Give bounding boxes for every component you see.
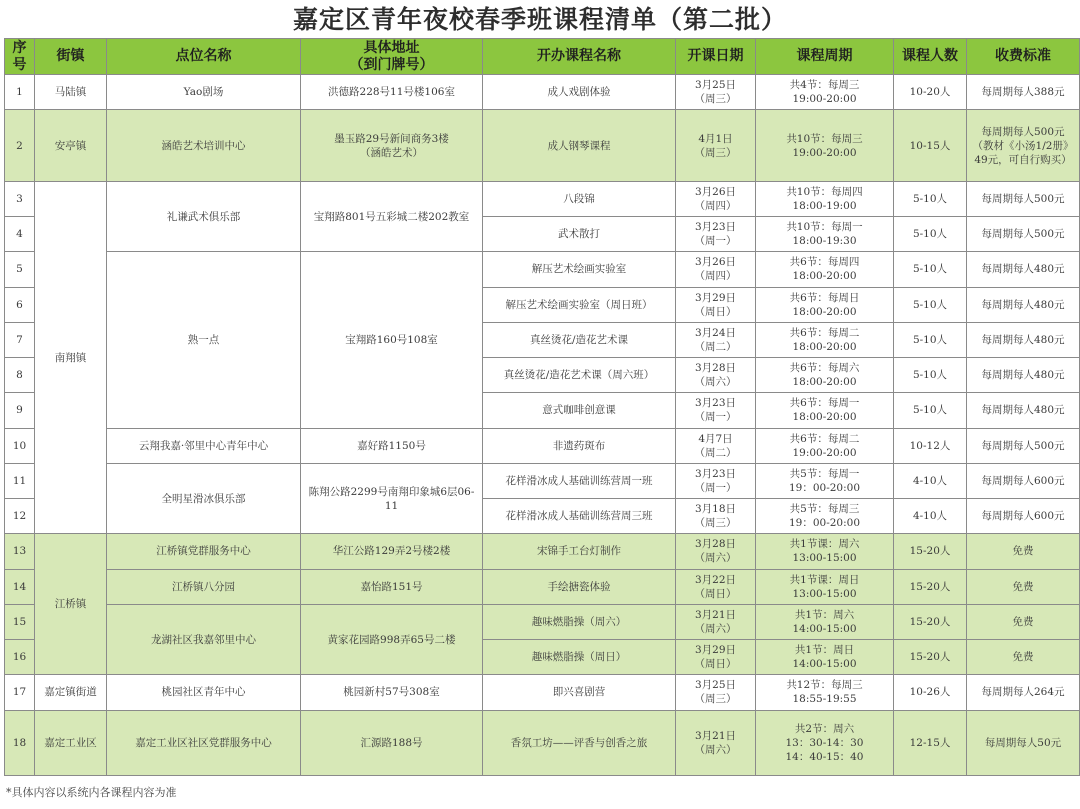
course-cell: 真丝烫花/造花艺术课	[483, 322, 676, 357]
period-cell: 共2节：周六 13：30-14：30 14：40-15：40	[756, 710, 894, 776]
venue-cell: 嘉定工业区社区党群服务中心	[107, 710, 301, 776]
row-no: 10	[5, 428, 35, 463]
period-cell: 共1节：周日 14:00-15:00	[756, 640, 894, 675]
start-date-cell: 3月25日 （周三）	[676, 675, 756, 710]
row-no: 1	[5, 75, 35, 110]
row-no: 2	[5, 110, 35, 182]
fee-cell: 每周期每人480元	[967, 252, 1080, 287]
venue-cell: 云翔我嘉·邻里中心青年中心	[107, 428, 301, 463]
header-row	[5, 39, 1080, 75]
address-cell: 宝翔路801号五彩城二楼202教室	[301, 181, 483, 252]
address-cell: 华江公路129弄2号楼2楼	[301, 534, 483, 569]
row-no: 15	[5, 604, 35, 639]
fee-cell: 每周期每人264元	[967, 675, 1080, 710]
address-cell: 陈翔公路2299号南翔印象城6层06-11	[301, 463, 483, 534]
header-no: 序 号	[5, 39, 35, 75]
start-date-cell: 3月28日 （周六）	[676, 534, 756, 569]
start-date-cell: 3月26日 （周四）	[676, 252, 756, 287]
size-cell: 4-10人	[894, 463, 967, 498]
course-cell: 成人钢琴课程	[483, 110, 676, 182]
course-cell: 意式咖啡创意课	[483, 393, 676, 428]
row-no: 18	[5, 710, 35, 776]
size-cell: 15-20人	[894, 569, 967, 604]
period-cell: 共12节：每周三 18:55-19:55	[756, 675, 894, 710]
header-town: 街镇	[35, 39, 107, 75]
header-venue: 点位名称	[107, 39, 301, 75]
size-cell: 15-20人	[894, 604, 967, 639]
fee-cell: 每周期每人480元	[967, 287, 1080, 322]
fee-cell: 免费	[967, 640, 1080, 675]
size-cell: 10-12人	[894, 428, 967, 463]
venue-cell: 礼谦武术俱乐部	[107, 181, 301, 252]
start-date-cell: 3月28日 （周六）	[676, 358, 756, 393]
start-date-cell: 3月29日 （周日）	[676, 287, 756, 322]
town-cell: 安亭镇	[35, 110, 107, 182]
table-row	[5, 110, 1080, 182]
period-cell: 共10节：每周四 18:00-19:00	[756, 181, 894, 216]
period-cell: 共6节：每周二 19:00-20:00	[756, 428, 894, 463]
period-cell: 共1节课：周六 13:00-15:00	[756, 534, 894, 569]
fee-cell: 每周期每人480元	[967, 393, 1080, 428]
course-cell: 花样滑冰成人基础训练营周三班	[483, 499, 676, 534]
size-cell: 5-10人	[894, 217, 967, 252]
header-period: 课程周期	[756, 39, 894, 75]
course-cell: 宋锦手工台灯制作	[483, 534, 676, 569]
row-no: 9	[5, 393, 35, 428]
fee-cell: 每周期每人480元	[967, 322, 1080, 357]
start-date-cell: 4月1日 （周三）	[676, 110, 756, 182]
start-date-cell: 3月25日 （周三）	[676, 75, 756, 110]
fee-cell: 每周期每人480元	[967, 358, 1080, 393]
start-date-cell: 3月21日 （周六）	[676, 604, 756, 639]
start-date-cell: 3月29日 （周日）	[676, 640, 756, 675]
table-row	[5, 75, 1080, 110]
page-title: 嘉定区青年夜校春季班课程清单（第二批）	[292, 5, 787, 34]
size-cell: 5-10人	[894, 322, 967, 357]
course-cell: 八段锦	[483, 181, 676, 216]
fee-cell: 免费	[967, 569, 1080, 604]
fee-cell: 每周期每人500元	[967, 181, 1080, 216]
venue-cell: 桃园社区青年中心	[107, 675, 301, 710]
fee-cell: 每周期每人600元	[967, 499, 1080, 534]
period-cell: 共6节：每周二 18:00-20:00	[756, 322, 894, 357]
course-cell: 解压艺术绘画实验室（周日班）	[483, 287, 676, 322]
header-course: 开办课程名称	[483, 39, 676, 75]
venue-cell: 江桥镇八分园	[107, 569, 301, 604]
row-no: 14	[5, 569, 35, 604]
start-date-cell: 3月24日 （周二）	[676, 322, 756, 357]
town-cell: 嘉定镇街道	[35, 675, 107, 710]
period-cell: 共1节课：周日 13:00-15:00	[756, 569, 894, 604]
period-cell: 共4节：每周三 19:00-20:00	[756, 75, 894, 110]
row-no: 7	[5, 322, 35, 357]
address-cell: 嘉怡路151号	[301, 569, 483, 604]
course-cell: 手绘搪瓷体验	[483, 569, 676, 604]
table-row	[5, 428, 1080, 463]
address-cell: 嘉好路1150号	[301, 428, 483, 463]
table-row	[5, 569, 1080, 604]
address-cell: 洪德路228号11号楼106室	[301, 75, 483, 110]
venue-cell: 全明星滑冰俱乐部	[107, 463, 301, 534]
period-cell: 共6节：每周一 18:00-20:00	[756, 393, 894, 428]
size-cell: 5-10人	[894, 393, 967, 428]
row-no: 17	[5, 675, 35, 710]
start-date-cell: 3月23日 （周一）	[676, 217, 756, 252]
header-address: 具体地址 （到门牌号）	[301, 39, 483, 75]
row-no: 5	[5, 252, 35, 287]
address-cell: 黄家花园路998弄65号二楼	[301, 604, 483, 675]
start-date-cell: 3月21日 （周六）	[676, 710, 756, 776]
row-no: 8	[5, 358, 35, 393]
period-cell: 共5节：每周一 19：00-20:00	[756, 463, 894, 498]
table-row	[5, 710, 1080, 776]
venue-cell: 江桥镇党群服务中心	[107, 534, 301, 569]
row-no: 3	[5, 181, 35, 216]
period-cell: 共5节：每周三 19：00-20:00	[756, 499, 894, 534]
fee-cell: 每周期每人500元	[967, 428, 1080, 463]
course-cell: 成人戏剧体验	[483, 75, 676, 110]
row-no: 13	[5, 534, 35, 569]
size-cell: 12-15人	[894, 710, 967, 776]
course-cell: 花样滑冰成人基础训练营周一班	[483, 463, 676, 498]
size-cell: 10-15人	[894, 110, 967, 182]
size-cell: 15-20人	[894, 534, 967, 569]
size-cell: 5-10人	[894, 181, 967, 216]
footnote: *具体内容以系统内各课程内容为准	[6, 786, 177, 799]
table-row	[5, 675, 1080, 710]
size-cell: 5-10人	[894, 252, 967, 287]
course-cell: 非遗药斑布	[483, 428, 676, 463]
row-no: 12	[5, 499, 35, 534]
venue-cell: Yao剧场	[107, 75, 301, 110]
size-cell: 5-10人	[894, 287, 967, 322]
table-row	[5, 534, 1080, 569]
size-cell: 4-10人	[894, 499, 967, 534]
course-cell: 真丝烫花/造花艺术课（周六班）	[483, 358, 676, 393]
venue-cell: 熟一点	[107, 252, 301, 428]
size-cell: 10-26人	[894, 675, 967, 710]
period-cell: 共10节：每周一 18:00-19:30	[756, 217, 894, 252]
row-no: 11	[5, 463, 35, 498]
start-date-cell: 3月23日 （周一）	[676, 393, 756, 428]
period-cell: 共6节：每周六 18:00-20:00	[756, 358, 894, 393]
fee-cell: 免费	[967, 534, 1080, 569]
town-cell: 马陆镇	[35, 75, 107, 110]
course-cell: 趣味燃脂操（周日）	[483, 640, 676, 675]
town-cell: 南翔镇	[35, 181, 107, 534]
table-row	[5, 604, 1080, 639]
header-start-date: 开课日期	[676, 39, 756, 75]
course-cell: 趣味燃脂操（周六）	[483, 604, 676, 639]
fee-cell: 每周期每人500元	[967, 217, 1080, 252]
start-date-cell: 3月23日 （周一）	[676, 463, 756, 498]
course-cell: 武术散打	[483, 217, 676, 252]
start-date-cell: 3月22日 （周日）	[676, 569, 756, 604]
size-cell: 10-20人	[894, 75, 967, 110]
town-cell: 江桥镇	[35, 534, 107, 675]
period-cell: 共6节：每周日 18:00-20:00	[756, 287, 894, 322]
table-row	[5, 463, 1080, 498]
table-row	[5, 181, 1080, 216]
address-cell: 墨玉路29号新间商务3楼 （涵皓艺术）	[301, 110, 483, 182]
start-date-cell: 3月18日 （周三）	[676, 499, 756, 534]
course-cell: 解压艺术绘画实验室	[483, 252, 676, 287]
period-cell: 共10节：每周三 19:00-20:00	[756, 110, 894, 182]
row-no: 4	[5, 217, 35, 252]
period-cell: 共1节：周六 14:00-15:00	[756, 604, 894, 639]
size-cell: 15-20人	[894, 640, 967, 675]
town-cell: 嘉定工业区	[35, 710, 107, 776]
start-date-cell: 3月26日 （周四）	[676, 181, 756, 216]
venue-cell: 涵皓艺术培训中心	[107, 110, 301, 182]
fee-cell: 免费	[967, 604, 1080, 639]
fee-cell: 每周期每人500元 （教材《小汤1/2册》 49元，可自行购买）	[967, 110, 1080, 182]
table-row	[5, 252, 1080, 287]
fee-cell: 每周期每人388元	[967, 75, 1080, 110]
start-date-cell: 4月7日 （周二）	[676, 428, 756, 463]
course-table	[4, 38, 1080, 776]
fee-cell: 每周期每人600元	[967, 463, 1080, 498]
period-cell: 共6节：每周四 18:00-20:00	[756, 252, 894, 287]
address-cell: 宝翔路160号108室	[301, 252, 483, 428]
address-cell: 汇源路188号	[301, 710, 483, 776]
venue-cell: 龙湖社区我嘉邻里中心	[107, 604, 301, 675]
header-size: 课程人数	[894, 39, 967, 75]
row-no: 6	[5, 287, 35, 322]
address-cell: 桃园新村57号308室	[301, 675, 483, 710]
course-cell: 香氛工坊——评香与创香之旅	[483, 710, 676, 776]
row-no: 16	[5, 640, 35, 675]
size-cell: 5-10人	[894, 358, 967, 393]
fee-cell: 每周期每人50元	[967, 710, 1080, 776]
header-fee: 收费标准	[967, 39, 1080, 75]
course-cell: 即兴喜剧营	[483, 675, 676, 710]
